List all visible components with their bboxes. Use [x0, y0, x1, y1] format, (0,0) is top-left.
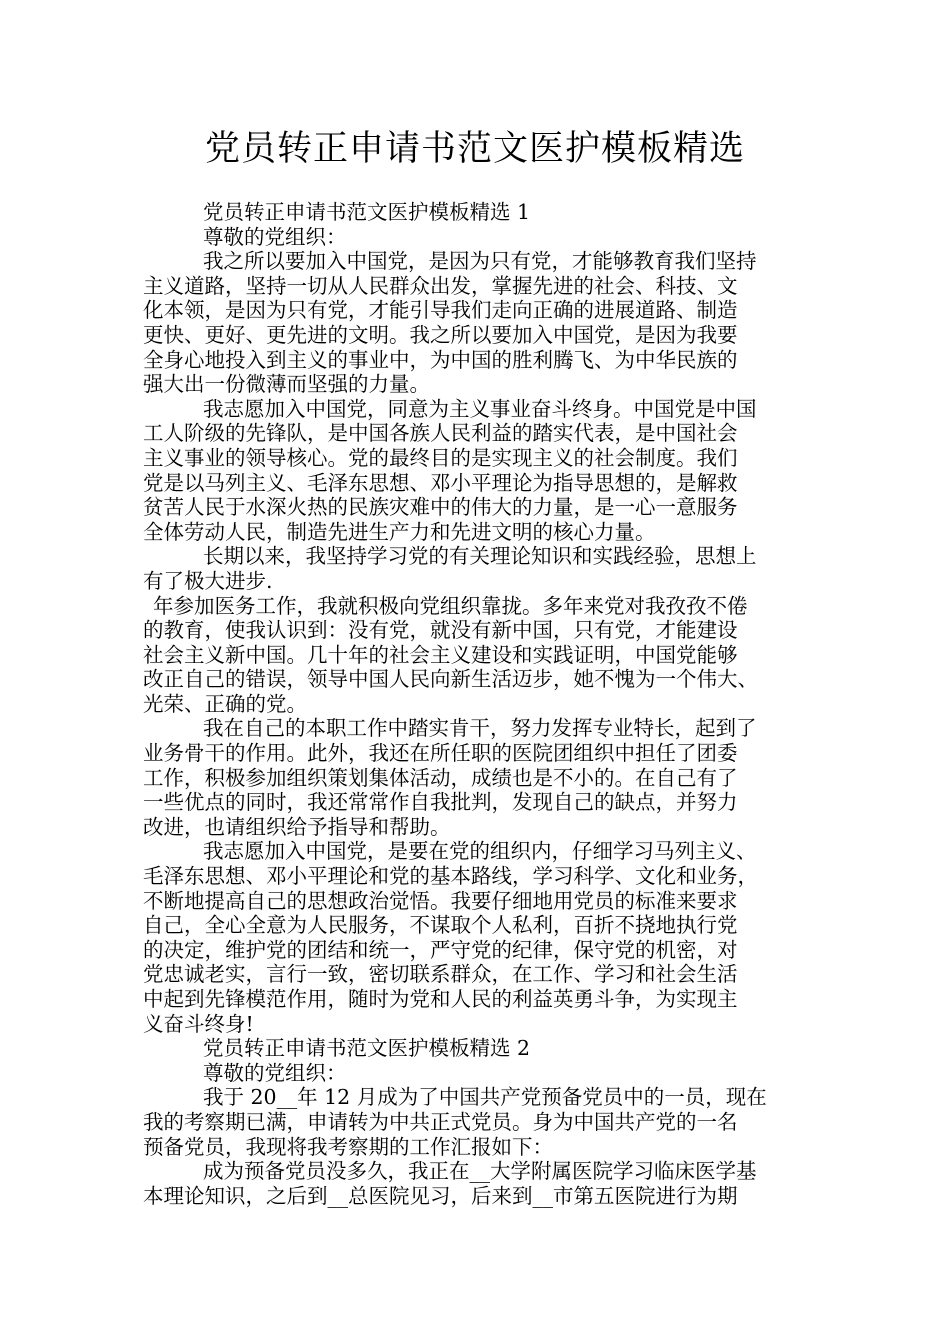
text-line: 不断地提高自己的思想政治觉悟。我要仔细地用党员的标准来要求: [143, 888, 738, 913]
text-line: 工作，积极参加组织策划集体活动，成绩也是不小的。在自己有了: [143, 765, 738, 790]
text-line: 我在自己的本职工作中踏实肯干，努力发挥专业特长，起到了: [203, 716, 757, 741]
text-line: 的决定，维护党的团结和统一，严守党的纪律，保守党的机密，对: [143, 937, 738, 962]
text-line: 工人阶级的先锋队，是中国各族人民利益的踏实代表，是中国社会: [143, 421, 738, 446]
text-line: 党是以马列主义、毛泽东思想、邓小平理论为指导思想的，是解救: [143, 470, 738, 495]
text-line: 长期以来，我坚持学习党的有关理论知识和实践经验，思想上: [203, 544, 757, 569]
text-line: 党忠诚老实，言行一致，密切联系群众，在工作、学习和社会生活: [143, 962, 738, 987]
text-line: 成为预备党员没多久，我正在__大学附属医院学习临床医学基: [203, 1159, 757, 1184]
text-line: 尊敬的党组织：: [203, 1060, 347, 1085]
text-line: 我志愿加入中国党，同意为主义事业奋斗终身。中国党是中国: [203, 396, 757, 421]
text-line: 义奋斗终身!: [143, 1011, 254, 1036]
text-line: 本理论知识，之后到__总医院见习，后来到__市第五医院进行为期: [143, 1183, 738, 1208]
text-line: 全体劳动人民，制造先进生产力和先进文明的核心力量。: [143, 519, 656, 544]
text-line: 我于 20__年 12 月成为了中国共产党预备党员中的一员，现在: [203, 1085, 767, 1110]
text-line: 党员转正申请书范文医护模板精选 2: [203, 1036, 531, 1061]
text-line: 更快、更好、更先进的文明。我之所以要加入中国党，是因为我要: [143, 322, 738, 347]
text-line: 全身心地投入到主义的事业中，为中国的胜利腾飞、为中华民族的: [143, 347, 738, 372]
text-line: 主义事业的领导核心。党的最终目的是实现主义的社会制度。我们: [143, 445, 738, 470]
text-line: 业务骨干的作用。此外，我还在所任职的医院团组织中担任了团委: [143, 741, 738, 766]
document-title: 党员转正申请书范文医护模板精选: [204, 129, 745, 169]
text-line: 改正自己的错误，领导中国人民向新生活迈步，她不愧为一个伟大、: [143, 667, 758, 692]
text-line: 毛泽东思想、邓小平理论和党的基本路线，学习科学、文化和业务，: [143, 864, 758, 889]
text-line: 尊敬的党组织：: [203, 224, 347, 249]
text-line: 预备党员，我现将我考察期的工作汇报如下：: [143, 1134, 553, 1159]
text-line: 我的考察期已满，申请转为中共正式党员。身为中国共产党的一名: [143, 1109, 738, 1134]
text-line: 中起到先锋模范作用，随时为党和人民的利益英勇斗争，为实现主: [143, 987, 738, 1011]
text-line: 一些优点的同时，我还常常作自我批判，发现自己的缺点，并努力: [143, 790, 738, 815]
text-line: 党员转正申请书范文医护模板精选 1: [203, 200, 531, 224]
text-line: 年参加医务工作，我就积极向党组织靠拢。多年来党对我孜孜不倦: [153, 593, 748, 618]
text-line: 化本领，是因为只有党，才能引导我们走向正确的进展道路、制造: [143, 298, 738, 323]
text-line: 的教育，使我认识到：没有党，就没有新中国，只有党，才能建设: [143, 618, 738, 643]
text-line: 贫苦人民于水深火热的民族灾难中的伟大的力量，是一心一意服务: [143, 495, 738, 520]
text-line: 改进，也请组织给予指导和帮助。: [143, 814, 451, 839]
text-line: 我志愿加入中国党，是要在党的组织内，仔细学习马列主义、: [203, 839, 757, 864]
text-line: 社会主义新中国。几十年的社会主义建设和实践证明，中国党能够: [143, 642, 738, 667]
document-body: [143, 200, 823, 1208]
text-line: 自己，全心全意为人民服务，不谋取个人私利，百折不挠地执行党: [143, 913, 738, 938]
text-line: 光荣、正确的党。: [143, 691, 307, 716]
text-line: 强大出一份微薄而坚强的力量。: [143, 372, 430, 397]
text-line: 有了极大进步.: [143, 568, 273, 593]
text-line: 我之所以要加入中国党，是因为只有党，才能够教育我们坚持: [203, 249, 757, 274]
text-line: 主义道路，坚持一切从人民群众出发，掌握先进的社会、科技、文: [143, 273, 738, 298]
